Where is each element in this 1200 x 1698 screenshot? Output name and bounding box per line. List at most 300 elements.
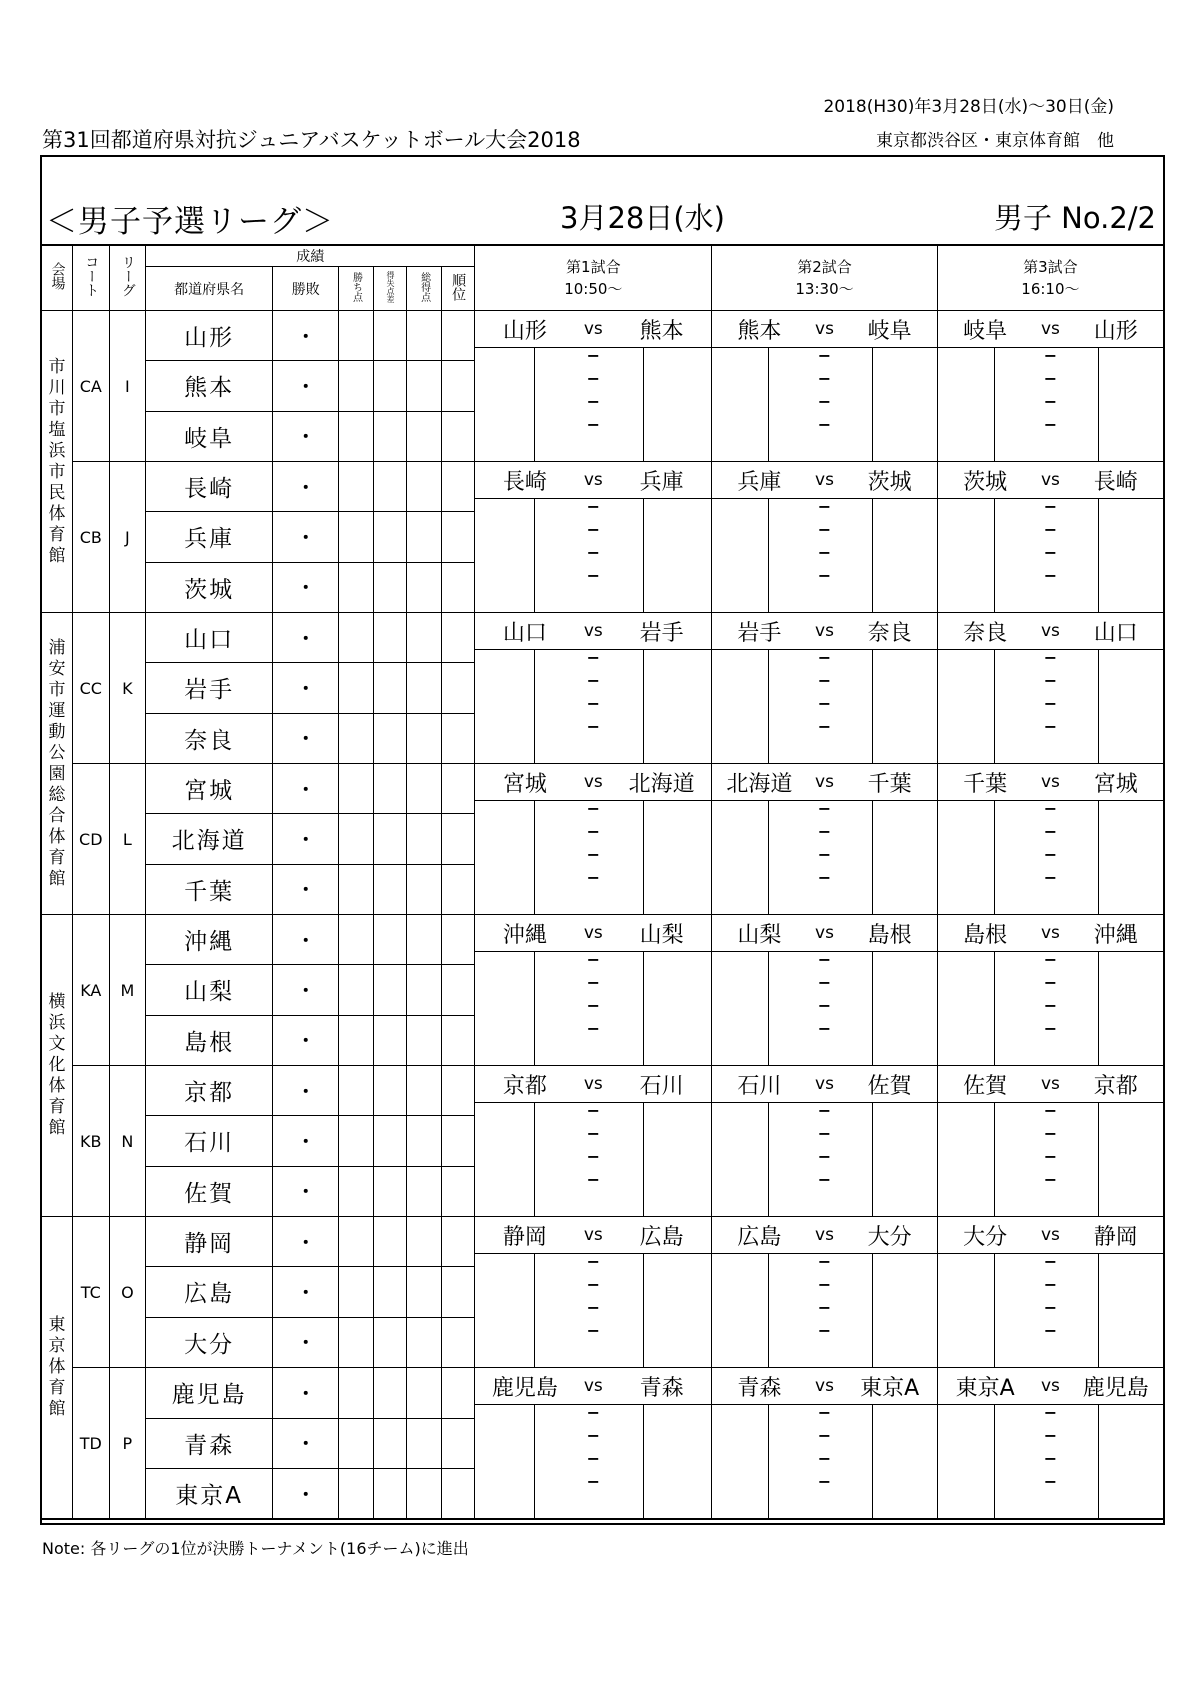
win-points-cell (339, 1317, 374, 1367)
match-cell (937, 462, 1164, 613)
point-diff-cell (373, 562, 407, 612)
match-pairing (475, 311, 711, 348)
point-diff-cell (373, 462, 407, 512)
quarter-score-separator: − (817, 1298, 832, 1317)
score-divider (1098, 499, 1099, 612)
quarter-score-separator: − (1043, 717, 1058, 736)
team-name: 広島 (146, 1267, 273, 1317)
total-points-cell (407, 864, 442, 914)
quarter-score-separator: − (1043, 1426, 1058, 1445)
match-pairing (938, 462, 1163, 499)
court-cell: CC (73, 613, 110, 764)
quarter-score-separator: − (1043, 996, 1058, 1015)
match-score-area (712, 499, 937, 612)
quarter-score-separator: − (1043, 1298, 1058, 1317)
venue-name: 横 浜 文 化 体 育 館 (48, 992, 66, 1138)
total-points-cell (407, 1267, 442, 1317)
quarter-score-separator: − (817, 1147, 832, 1166)
team-row (41, 1368, 1164, 1419)
match-home-team: 青森 (737, 1375, 782, 1401)
court-cell: CD (73, 764, 110, 915)
quarter-score-separator: − (1043, 1275, 1058, 1294)
quarter-score-separator: − (817, 1472, 832, 1491)
point-diff-cell (373, 1368, 407, 1419)
win-points-cell (339, 864, 374, 914)
point-diff-header (373, 267, 407, 311)
point-diff-cell (373, 512, 407, 562)
match-pairing (712, 1066, 937, 1103)
team-row (41, 764, 1164, 814)
total-points-header (407, 267, 442, 311)
quarter-score-separator: − (1043, 1449, 1058, 1468)
match-vs-label: vs (583, 772, 603, 792)
match-away-team: 広島 (639, 1224, 684, 1250)
total-points-header-text: 総得点 (418, 272, 430, 302)
section-date: 3月28日(水) (560, 201, 725, 235)
win-points-cell (339, 1469, 374, 1520)
match-vs-label: vs (583, 319, 603, 339)
quarter-score-separator: − (586, 1147, 601, 1166)
court-cell: KB (73, 1066, 110, 1217)
game-1-label: 第1試合 (566, 258, 621, 276)
win-points-cell (339, 311, 374, 361)
quarter-score-separator: − (586, 369, 601, 388)
quarter-score-separator: − (586, 648, 601, 667)
team-name: 北海道 (146, 814, 273, 864)
match-away-team: 岩手 (639, 620, 684, 646)
match-vs-label: vs (583, 621, 603, 641)
point-diff-cell (373, 1066, 407, 1116)
match-pairing (475, 613, 711, 650)
league-cell: J (109, 462, 146, 613)
team-name: 宮城 (146, 764, 273, 814)
total-points-cell (407, 1116, 442, 1166)
quarter-score-separator: − (586, 694, 601, 713)
rank-cell (441, 411, 475, 461)
total-points-cell (407, 764, 442, 814)
match-box (938, 613, 1163, 763)
quarter-score-separator: − (1043, 543, 1058, 562)
game-3-header (937, 245, 1164, 311)
rank-cell (441, 663, 475, 713)
total-points-cell (407, 1469, 442, 1520)
win-points-cell (339, 713, 374, 763)
match-home-team: 兵庫 (737, 469, 782, 495)
match-vs-label: vs (1040, 1225, 1060, 1245)
quarter-score-separator: − (817, 868, 832, 887)
match-vs-label: vs (1040, 772, 1060, 792)
win-loss-cell: ・ (273, 965, 339, 1015)
match-box (475, 613, 711, 763)
win-points-cell (339, 965, 374, 1015)
quarter-score-separator: − (817, 1321, 832, 1340)
match-away-team: 沖縄 (1093, 922, 1138, 948)
total-points-cell (407, 411, 442, 461)
rank-cell (441, 311, 475, 361)
match-cell (712, 311, 938, 462)
tournament-title: 第31回都道府県対抗ジュニアバスケットボール大会2018 (42, 128, 581, 152)
match-vs-label: vs (815, 621, 834, 641)
match-cell (475, 1368, 712, 1520)
match-cell (937, 311, 1164, 462)
league-cell: L (109, 764, 146, 915)
quarter-score-separator: − (586, 996, 601, 1015)
match-away-team: 佐賀 (867, 1073, 912, 1099)
match-score-area (938, 499, 1163, 612)
section-title: ＜男子予選リーグ＞ (46, 204, 334, 240)
quarter-score-separator: − (586, 346, 601, 365)
team-row (41, 462, 1164, 512)
score-divider (643, 952, 644, 1065)
court-cell: KA (73, 915, 110, 1066)
total-points-cell (407, 1368, 442, 1419)
match-away-team: 奈良 (867, 620, 912, 646)
match-home-team: 岩手 (737, 620, 782, 646)
match-pairing (712, 1217, 937, 1254)
match-home-team: 静岡 (502, 1224, 547, 1250)
match-cell (475, 1066, 712, 1217)
quarter-score-separator: − (586, 671, 601, 690)
quarter-score-separator: − (1043, 1124, 1058, 1143)
quarter-score-separator: − (586, 1275, 601, 1294)
game-1-time: 10:50〜 (564, 280, 623, 298)
rank-cell (441, 1217, 475, 1267)
total-points-cell (407, 512, 442, 562)
win-points-cell (339, 1015, 374, 1065)
match-cell (712, 764, 938, 915)
score-divider (1098, 1405, 1099, 1518)
win-loss-cell: ・ (273, 1368, 339, 1419)
match-score-area (712, 952, 937, 1065)
score-divider (643, 1254, 644, 1367)
venue-cell (41, 311, 73, 613)
game-3-time: 16:10〜 (1021, 280, 1080, 298)
quarter-score-separator: − (586, 1170, 601, 1189)
note-text: Note: 各リーグの1位が決勝トーナメント(16チーム)に進出 (42, 1539, 469, 1558)
score-divider (643, 499, 644, 612)
win-loss-cell: ・ (273, 1469, 339, 1520)
point-diff-cell (373, 311, 407, 361)
win-loss-cell: ・ (273, 663, 339, 713)
quarter-score-separator: − (817, 822, 832, 841)
quarter-score-separator: − (817, 415, 832, 434)
win-points-cell (339, 512, 374, 562)
match-home-team: 茨城 (963, 469, 1008, 495)
score-divider (643, 801, 644, 914)
team-name: 静岡 (146, 1217, 273, 1267)
quarter-score-separator: − (1043, 845, 1058, 864)
quarter-score-separator: − (817, 694, 832, 713)
win-loss-cell: ・ (273, 1317, 339, 1367)
match-home-team: 千葉 (963, 771, 1008, 797)
team-row (41, 613, 1164, 663)
team-row (41, 311, 1164, 361)
league-cell: N (109, 1066, 146, 1217)
quarter-score-separator: − (1043, 671, 1058, 690)
venue-name: 東 京 体 育 館 (48, 1315, 66, 1419)
team-name: 長崎 (146, 462, 273, 512)
quarter-score-separator: − (1043, 868, 1058, 887)
quarter-score-separator: − (817, 671, 832, 690)
quarter-score-separator: − (586, 543, 601, 562)
match-score-area (475, 1405, 711, 1518)
quarter-score-separator: − (586, 1426, 601, 1445)
court-header-text: コート (83, 255, 100, 297)
match-pairing (712, 764, 937, 801)
league-header-text: リーグ (119, 255, 136, 297)
quarter-score-separator: − (1043, 799, 1058, 818)
quarter-score-separator: − (586, 1101, 601, 1120)
match-box (712, 311, 937, 461)
quarter-score-separator: − (817, 369, 832, 388)
match-home-team: 広島 (737, 1224, 782, 1250)
quarter-score-separator: − (1043, 1472, 1058, 1491)
match-score-area (938, 1405, 1163, 1518)
match-box (712, 764, 937, 914)
quarter-score-separator: − (817, 346, 832, 365)
rank-cell (441, 1469, 475, 1520)
rank-cell (441, 1116, 475, 1166)
quarter-score-separator: − (586, 415, 601, 434)
league-header (109, 245, 146, 311)
win-points-cell (339, 663, 374, 713)
quarter-score-separator: − (1043, 346, 1058, 365)
match-away-team: 熊本 (639, 318, 684, 344)
match-box (938, 764, 1163, 914)
match-away-team: 岐阜 (867, 318, 912, 344)
match-box (938, 462, 1163, 612)
match-score-area (712, 1405, 937, 1518)
point-diff-cell (373, 1317, 407, 1367)
quarter-score-separator: − (1043, 1019, 1058, 1038)
team-name: 島根 (146, 1015, 273, 1065)
quarter-score-separator: − (817, 1275, 832, 1294)
point-diff-header-text: 得失点差 (386, 271, 396, 303)
win-loss-cell: ・ (273, 462, 339, 512)
page-label: 男子 No.2/2 (993, 201, 1156, 235)
quarter-score-separator: − (1043, 1170, 1058, 1189)
score-divider (768, 348, 769, 461)
match-home-team: 長崎 (502, 469, 547, 495)
match-cell (937, 613, 1164, 764)
match-away-team: 石川 (639, 1073, 684, 1099)
match-score-area (475, 499, 711, 612)
team-row (41, 1217, 1164, 1267)
match-vs-label: vs (815, 1376, 834, 1396)
rank-cell (441, 1015, 475, 1065)
match-box (475, 1368, 711, 1518)
match-score-area (938, 801, 1163, 914)
score-divider (994, 1405, 995, 1518)
team-name: 石川 (146, 1116, 273, 1166)
win-points-cell (339, 462, 374, 512)
total-points-cell (407, 1166, 442, 1216)
quarter-score-separator: − (817, 648, 832, 667)
win-points-header-text: 勝ち点 (350, 272, 362, 302)
point-diff-cell (373, 764, 407, 814)
match-cell (475, 764, 712, 915)
score-divider (872, 1405, 873, 1518)
event-venue: 東京都渋谷区・東京体育館 他 (876, 131, 1114, 151)
win-points-cell (339, 361, 374, 411)
team-name: 山口 (146, 613, 273, 663)
match-pairing (475, 764, 711, 801)
rank-cell (441, 1166, 475, 1216)
total-points-cell (407, 311, 442, 361)
total-points-cell (407, 965, 442, 1015)
match-score-area (938, 1103, 1163, 1216)
quarter-score-separator: − (817, 950, 832, 969)
match-score-area (938, 348, 1163, 461)
match-score-area (712, 801, 937, 914)
win-points-cell (339, 915, 374, 965)
venue-cell (41, 915, 73, 1217)
match-score-area (712, 1254, 937, 1367)
quarter-score-separator: − (1043, 392, 1058, 411)
score-divider (534, 952, 535, 1065)
score-divider (872, 1254, 873, 1367)
win-loss-cell: ・ (273, 361, 339, 411)
match-cell (712, 462, 938, 613)
match-vs-label: vs (583, 1376, 603, 1396)
score-divider (994, 348, 995, 461)
team-name: 岐阜 (146, 411, 273, 461)
win-points-cell (339, 1267, 374, 1317)
quarter-score-separator: − (817, 566, 832, 585)
match-away-team: 青森 (639, 1375, 684, 1401)
match-home-team: 石川 (737, 1073, 782, 1099)
point-diff-cell (373, 613, 407, 663)
match-pairing (475, 1066, 711, 1103)
rank-cell (441, 814, 475, 864)
score-divider (534, 1254, 535, 1367)
score-divider (643, 1405, 644, 1518)
total-points-cell (407, 1015, 442, 1065)
match-pairing (938, 613, 1163, 650)
point-diff-cell (373, 1166, 407, 1216)
team-name: 青森 (146, 1418, 273, 1469)
quarter-score-separator: − (586, 1321, 601, 1340)
score-divider (768, 1405, 769, 1518)
point-diff-cell (373, 713, 407, 763)
total-points-cell (407, 1317, 442, 1367)
rank-cell (441, 1317, 475, 1367)
match-vs-label: vs (583, 1074, 603, 1094)
team-name: 兵庫 (146, 512, 273, 562)
venue-header (41, 245, 73, 311)
match-box (938, 915, 1163, 1065)
rank-cell (441, 562, 475, 612)
match-home-team: 島根 (963, 922, 1008, 948)
win-loss-cell: ・ (273, 1267, 339, 1317)
match-score-area (712, 348, 937, 461)
quarter-score-separator: − (1043, 415, 1058, 434)
venue-name: 浦 安 市 運 動 公 園 総 合 体 育 館 (48, 637, 66, 889)
match-pairing (475, 1217, 711, 1254)
point-diff-cell (373, 864, 407, 914)
match-cell (712, 613, 938, 764)
total-points-cell (407, 1217, 442, 1267)
match-pairing (938, 1066, 1163, 1103)
match-box (712, 1066, 937, 1216)
score-divider (534, 348, 535, 461)
score-divider (994, 952, 995, 1065)
win-points-cell (339, 1368, 374, 1419)
score-divider (872, 499, 873, 612)
score-divider (994, 1103, 995, 1216)
match-box (475, 462, 711, 612)
win-loss-cell: ・ (273, 814, 339, 864)
match-score-area (712, 650, 937, 763)
total-points-cell (407, 1066, 442, 1116)
score-divider (534, 801, 535, 914)
prefecture-header: 都道府県名 (146, 267, 273, 311)
match-vs-label: vs (1040, 923, 1060, 943)
match-pairing (938, 1368, 1163, 1405)
quarter-score-separator: − (1043, 694, 1058, 713)
match-cell (937, 1066, 1164, 1217)
match-pairing (712, 1368, 937, 1405)
match-away-team: 山梨 (639, 922, 684, 948)
match-away-team: 大分 (867, 1224, 912, 1250)
quarter-score-separator: − (1043, 1403, 1058, 1422)
match-home-team: 東京A (955, 1375, 1015, 1401)
rank-header (441, 267, 475, 311)
match-score-area (475, 650, 711, 763)
match-home-team: 熊本 (737, 318, 782, 344)
win-loss-cell: ・ (273, 311, 339, 361)
quarter-score-separator: − (817, 543, 832, 562)
rank-cell (441, 1267, 475, 1317)
win-points-cell (339, 1217, 374, 1267)
league-cell: O (109, 1217, 146, 1368)
match-score-area (475, 952, 711, 1065)
score-divider (768, 650, 769, 763)
quarter-score-separator: − (817, 1170, 832, 1189)
rank-cell (441, 361, 475, 411)
quarter-score-separator: − (817, 392, 832, 411)
court-cell: CA (73, 311, 110, 462)
match-away-team: 千葉 (867, 771, 912, 797)
match-cell (937, 764, 1164, 915)
point-diff-cell (373, 1217, 407, 1267)
results-header: 成績 (146, 245, 475, 267)
match-pairing (938, 764, 1163, 801)
quarter-score-separator: − (586, 497, 601, 516)
league-cell: I (109, 311, 146, 462)
quarter-score-separator: − (586, 1252, 601, 1271)
quarter-score-separator: − (817, 845, 832, 864)
quarter-score-separator: − (817, 1426, 832, 1445)
match-away-team: 京都 (1093, 1073, 1138, 1099)
rank-cell (441, 1368, 475, 1419)
point-diff-cell (373, 361, 407, 411)
score-divider (994, 1254, 995, 1367)
score-divider (643, 650, 644, 763)
match-pairing (712, 915, 937, 952)
quarter-score-separator: − (586, 566, 601, 585)
quarter-score-separator: − (586, 717, 601, 736)
point-diff-cell (373, 1116, 407, 1166)
score-divider (643, 348, 644, 461)
court-cell: TD (73, 1368, 110, 1520)
win-points-cell (339, 1116, 374, 1166)
win-points-cell (339, 1166, 374, 1216)
win-loss-cell: ・ (273, 1116, 339, 1166)
team-name: 鹿児島 (146, 1368, 273, 1419)
quarter-score-separator: − (817, 520, 832, 539)
point-diff-cell (373, 1418, 407, 1469)
